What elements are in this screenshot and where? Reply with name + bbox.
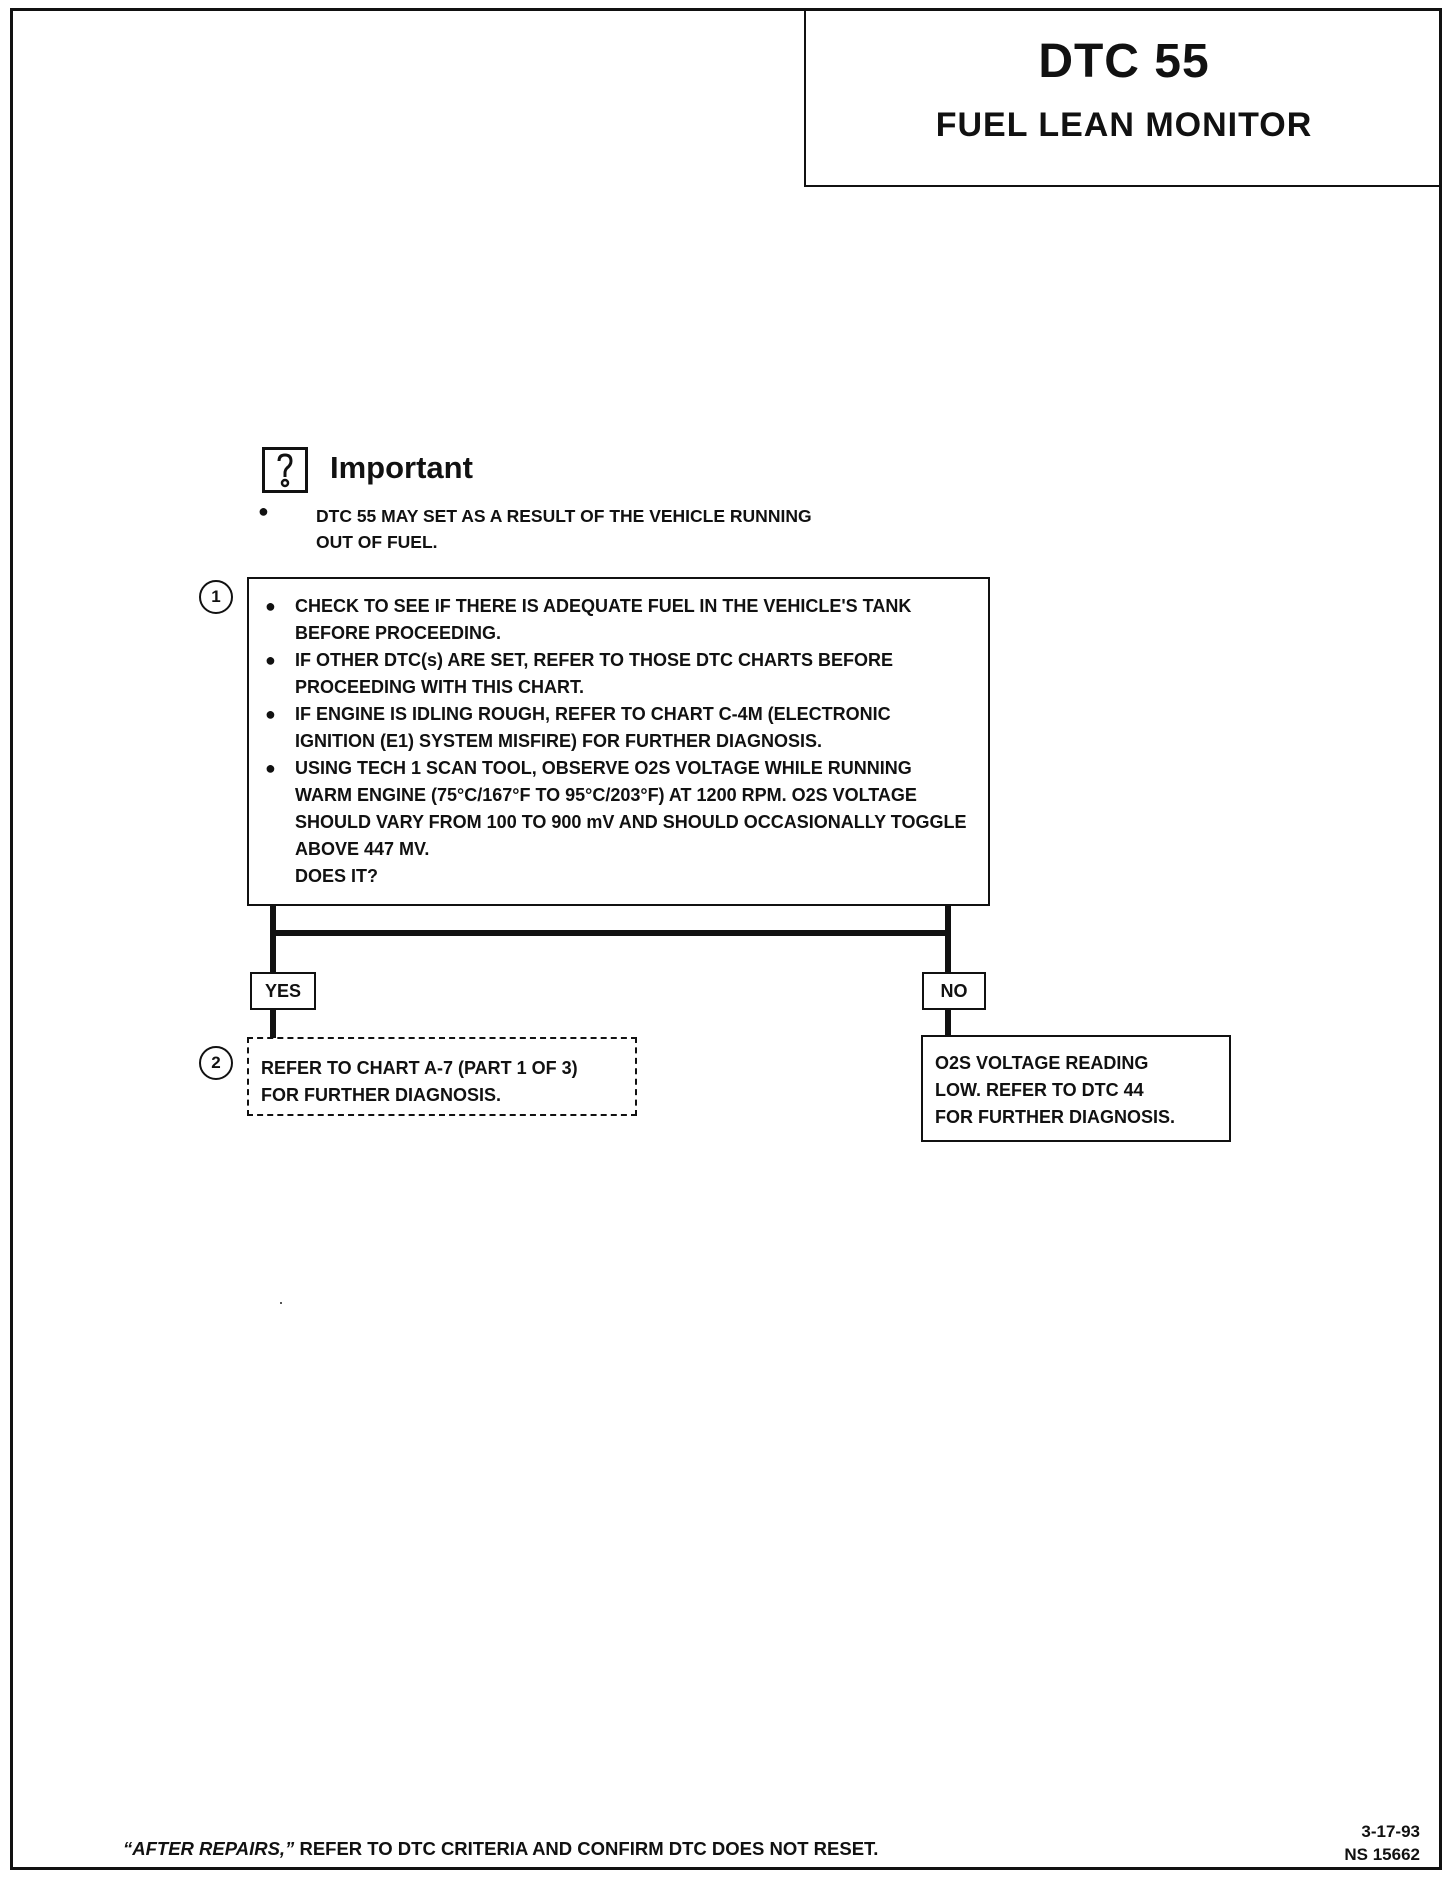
footer-note [123,1838,878,1860]
step1-question: DOES IT? [295,866,379,886]
page-title: DTC 55 [1038,35,1210,88]
step2-line-1: REFER TO CHART A-7 (PART 1 OF 3) [261,1058,578,1078]
important-note: DTC 55 MAY SET AS A RESULT OF THE VEHICLE RUNNING OUT OF FUEL. [316,506,812,552]
page-subtitle: FUEL LEAN MONITOR [935,106,1313,144]
list-item: ● CHECK TO SEE IF THERE IS ADEQUATE FUEL IN THE VEHICLE'S TANK BEFORE PROCEEDING. [263,593,968,647]
yes-label: YES [250,972,316,1010]
step2-box [247,1037,637,1116]
footer-emphasis: “AFTER REPAIRS,” [123,1838,295,1859]
connector-no-down [945,1010,951,1036]
bullet-dot: ● [258,501,269,521]
no-result-box [921,1035,1231,1142]
step-number-1: 1 [199,580,233,614]
title-block [804,8,1442,187]
important-heading: Important [330,450,473,485]
step-number-2: 2 [199,1046,233,1080]
step1-checklist [263,593,968,890]
no-label: NO [922,972,986,1010]
scan-speck [280,1302,282,1304]
no-result-line-3: FOR FURTHER DIAGNOSIS. [935,1107,1176,1127]
footer-text: REFER TO DTC CRITERIA AND CONFIRM DTC DOES NOT RESET. [294,1838,879,1859]
connector-horizontal [270,930,951,936]
bullet-dot: ● [265,650,276,670]
no-result-line-2: LOW. REFER TO DTC 44 [935,1080,1144,1100]
connector-left-vertical [270,906,276,972]
list-item: ● IF ENGINE IS IDLING ROUGH, REFER TO CHART C-4M (ELECTRONIC IGNITION (E1) SYSTEM MISFIRE) FOR FURTHER DIAGNOSIS. [263,701,968,755]
bullet-dot: ● [265,596,276,616]
step2-line-2: FOR FURTHER DIAGNOSIS. [261,1085,502,1105]
no-result-line-1: O2S VOLTAGE READING [935,1053,1149,1073]
bullet-dot: ● [265,758,276,778]
list-item: ● USING TECH 1 SCAN TOOL, OBSERVE O2S VOLTAGE WHILE RUNNING WARM ENGINE (75°C/167°F TO 95°C/203°F) AT 1200 RPM. O2S VOLTAGE SHOULD VARY FROM 100 TO 900 mV AND SHOULD OCCASIONALLY TOGGLE ABOVE 447 MV. [263,755,968,863]
connector-right-vertical [945,906,951,972]
stamp-date: 3-17-93 [1361,1822,1420,1841]
step1-box [247,577,990,906]
stamp-code: NS 15662 [1344,1845,1420,1864]
list-item: ● IF OTHER DTC(s) ARE SET, REFER TO THOSE DTC CHARTS BEFORE PROCEEDING WITH THIS CHART. [263,647,968,701]
connector-yes-down [270,1010,276,1038]
question-mark-icon [262,447,308,493]
document-stamp [1344,1820,1420,1866]
page-border [10,8,1442,1870]
bullet-dot: ● [265,704,276,724]
